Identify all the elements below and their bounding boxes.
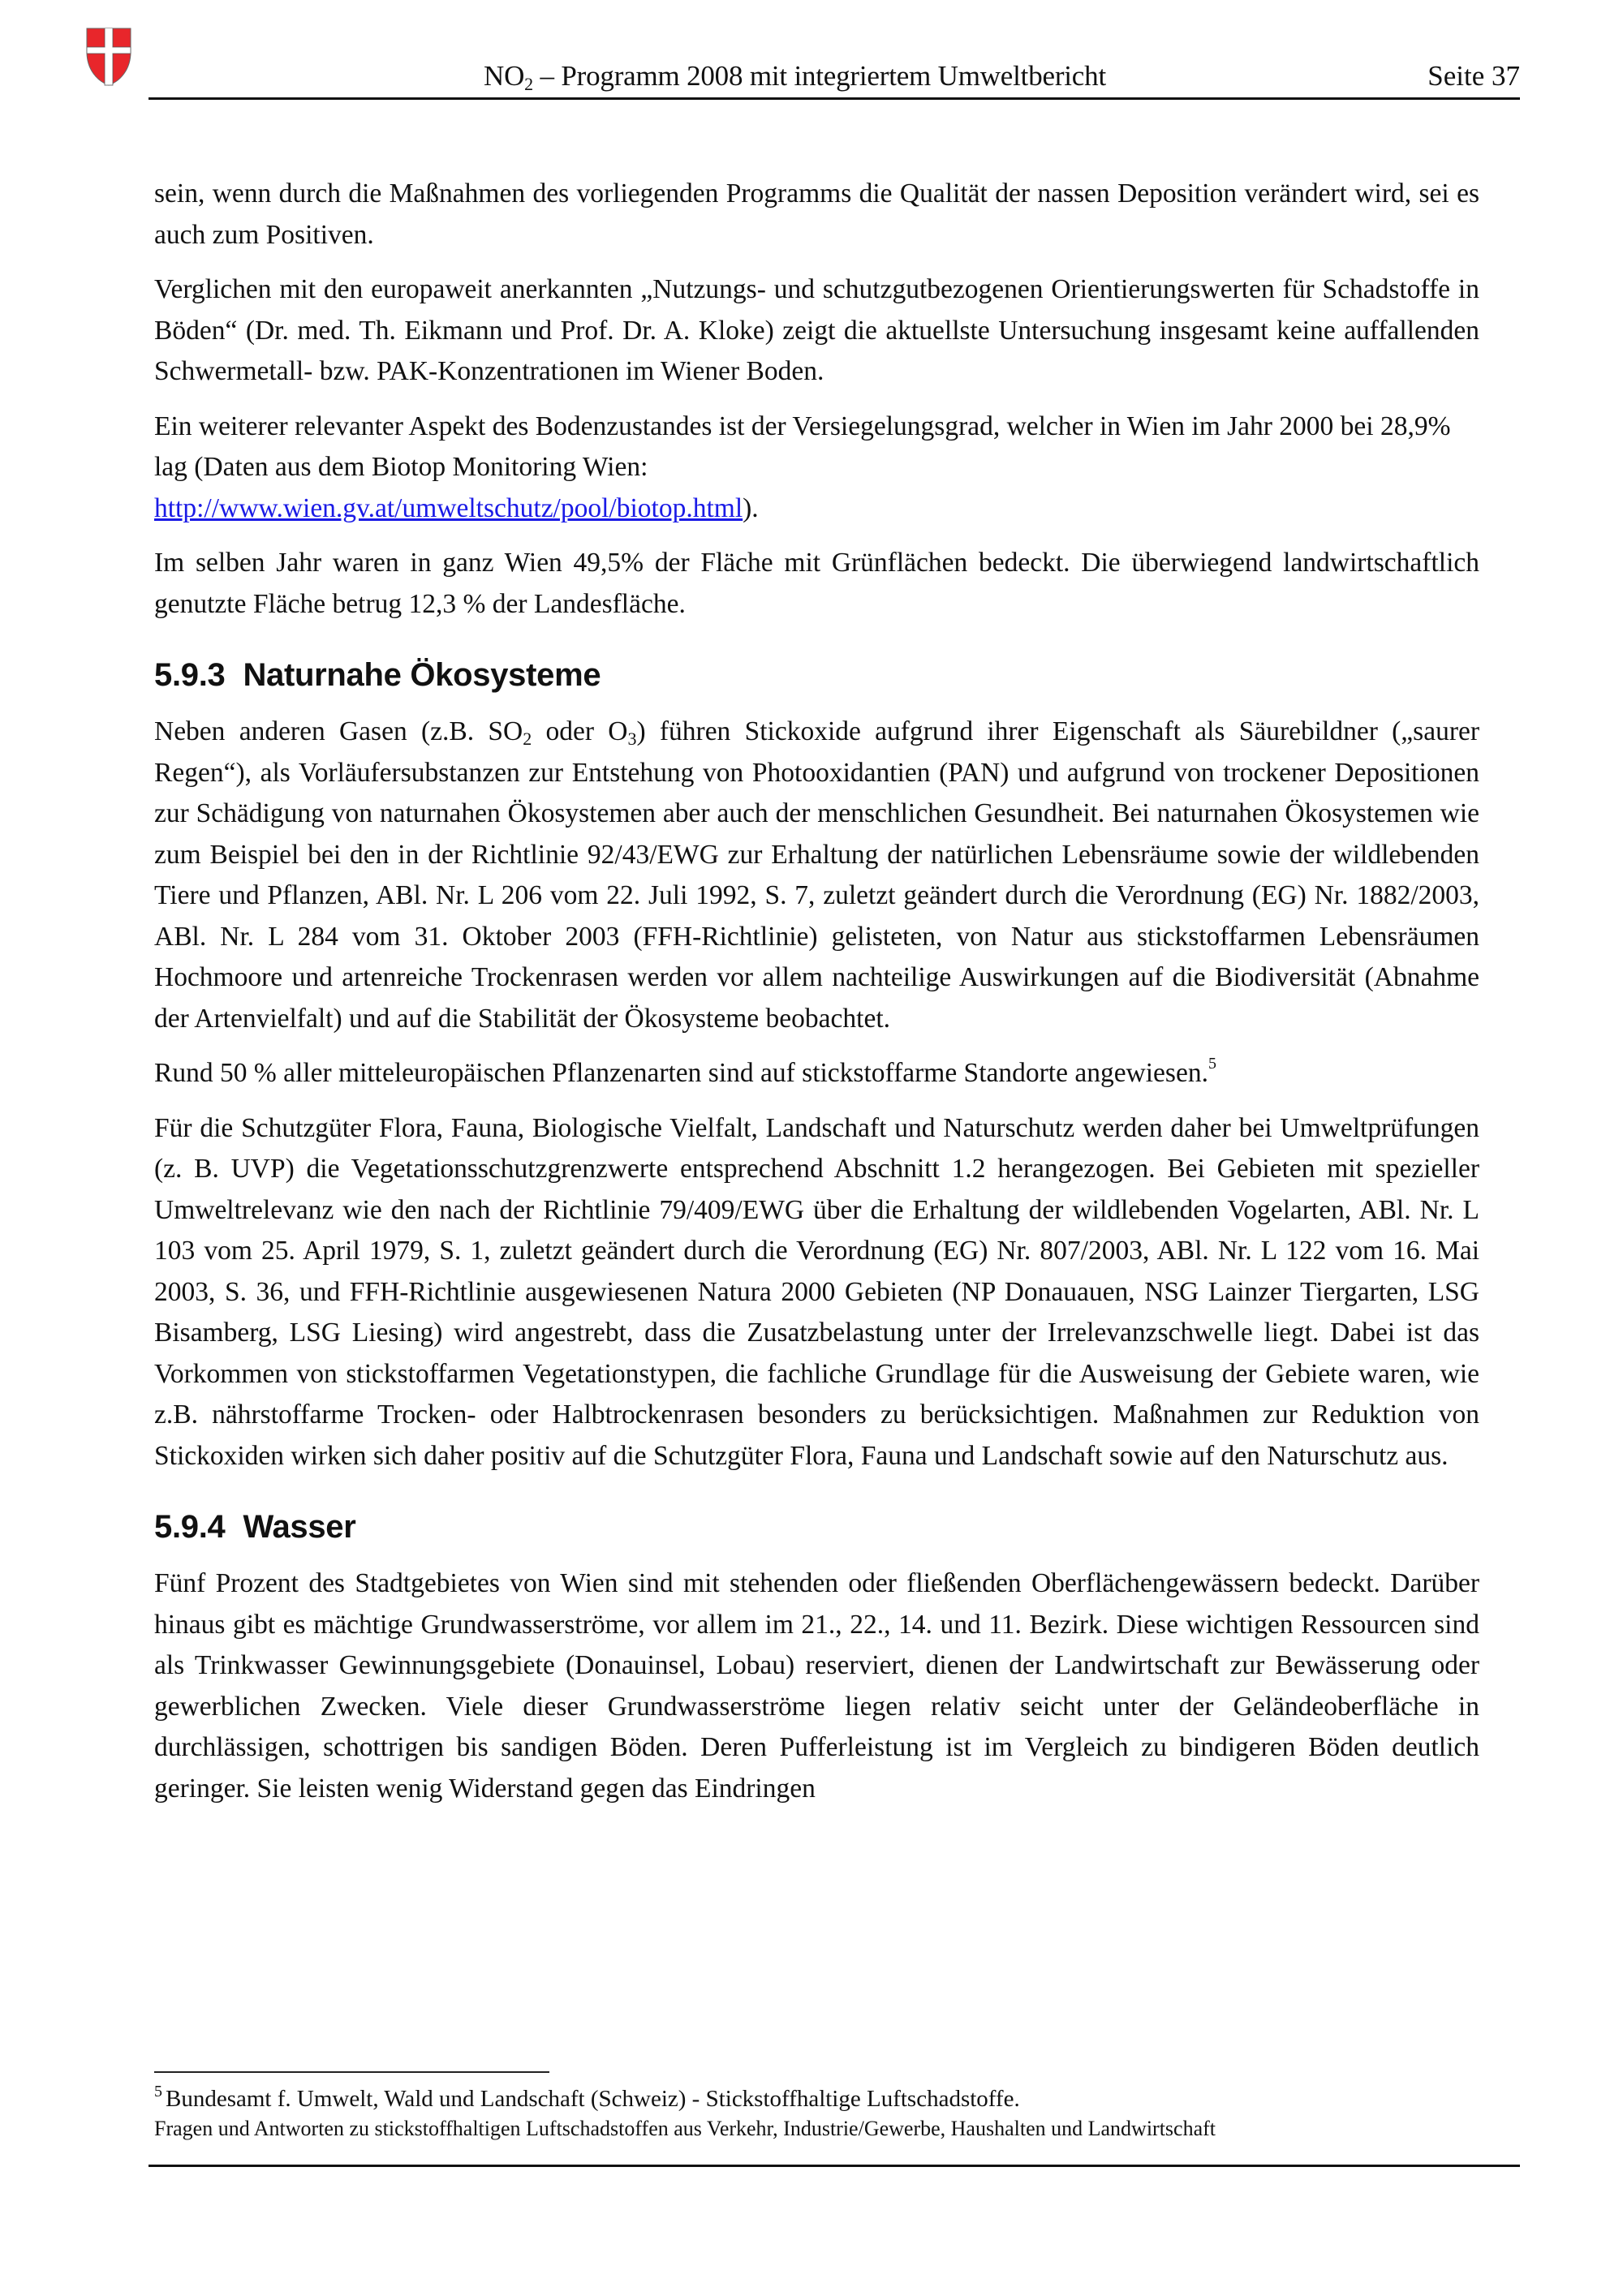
title-rest: – Programm 2008 mit integriertem Umweltbericht	[532, 60, 1106, 92]
paragraph: Im selben Jahr waren in ganz Wien 49,5% der Fläche mit Grünflächen bedeckt. Die überwiegend landwirtschaftlich genutzte Fläche betrug 12,3 % der Landesfläche.	[154, 548, 1479, 619]
section-heading-5-9-3	[154, 657, 1479, 694]
section-number: 5.9.4	[154, 1509, 226, 1545]
paragraph-text: Neben anderen Gasen (z.B. SO	[154, 716, 523, 746]
footnote	[154, 2083, 1534, 2143]
footnote-line-1	[154, 2083, 1534, 2114]
footnote-reference[interactable]: 5	[1208, 1055, 1216, 1073]
footnote-divider	[154, 2071, 549, 2073]
paragraph	[154, 1053, 1479, 1094]
title-prefix: NO	[484, 60, 525, 92]
paragraph: Fünf Prozent des Stadtgebietes von Wien sind mit stehenden oder fließenden Oberflächengewässern bedeckt. Darüber hinaus gibt es mächtige Grundwasserströme, vor allem im 21., 22., 14. und 11. Bezirk. Diese wichtigen Ressourcen sind als Trinkwasser Gewinnungsgebiete (Donauinsel, Lobau) reserviert, dienen der Landwirtschaft zur Bewässerung oder gewerblichen Zwecken. Viele dieser Grundwasserströme liegen relativ seicht unter der Geländeoberfläche in durchlässigen, schottrigen bis sandigen Böden. Deren Pufferleistung ist im Vergleich zu bindigeren Böden deutlich geringer. Sie leisten wenig Widerstand gegen das Eindringen	[154, 1568, 1479, 1804]
header-divider	[149, 97, 1520, 100]
page-header	[149, 52, 1520, 101]
footnote-number: 5	[154, 2083, 162, 2100]
section-title: Wasser	[243, 1509, 356, 1545]
paragraph: Für die Schutzgüter Flora, Fauna, Biologische Vielfalt, Landschaft und Naturschutz werden daher bei Umweltprüfungen (z. B. UVP) die Vegetationsschutzgrenzwerte entsprechend Abschnitt 1.2 herangezogen. Bei Gebieten mit spezieller Umweltrelevanz wie den nach der Richtlinie 79/409/EWG über die Erhaltung der wildlebenden Vogelarten, ABl. Nr. L 103 vom 25. April 1979, S. 1, zuletzt geändert durch die Verordnung (EG) Nr. 807/2003, ABl. Nr. L 122 vom 16. Mai 2003, S. 36, und FFH-Richtlinie ausgewiesenen Natura 2000 Gebieten (NP Donauauen, NSG Lainzer Tiergarten, LSG Bisamberg, LSG Liesing) wird angestrebt, dass die Zusatzbelastung unter der Irrelevanzschwelle liegt. Dabei ist das Vorkommen von stickstoffarmen Vegetationstypen, die fachliche Grundlage für die Ausweisung der Gebiete waren, wie z.B. nährstoffarme Trocken- oder Halbtrockenrasen besonders zu berücksichtigen. Maßnahmen zur Reduktion von Stickoxiden wirken sich daher positiv auf die Schutzgüter Flora, Fauna und Landschaft sowie auf den Naturschutz aus.	[154, 1112, 1479, 1471]
footnote-text: Bundesamt f. Umwelt, Wald und Landschaft (Schweiz) - Stickstoffhaltige Luftschadstoffe.	[166, 2086, 1020, 2112]
paragraph-end: ).	[743, 492, 759, 523]
footer-divider	[149, 2165, 1520, 2167]
paragraph-with-link	[154, 406, 1479, 530]
page-number: Seite 37	[1427, 60, 1520, 92]
title-subscript: 2	[524, 74, 533, 94]
footnote-line-2: Fragen und Antworten zu stickstoffhaltigen Luftschadstoffen aus Verkehr, Industrie/Gewerbe, Haushalten und Landwirtschaft	[154, 2117, 1216, 2140]
subscript: 3	[627, 729, 637, 749]
paragraph	[154, 712, 1479, 1039]
paragraph-text: ) führen Stickoxide aufgrund ihrer Eigenschaft als Säurebildner („saurer Regen“), als Vorläufersubstanzen zur Entstehung von Photooxidantien (PAN) und aufgrund von trockener Depositionen zur Schädigung von naturnahen Ökosystemen aber auch der menschlichen Gesundheit. Bei naturnahen Ökosystemen wie zum Beispiel bei den in der Richtlinie 92/43/EWG zur Erhaltung der natürlichen Lebensräume sowie der wildlebenden Tiere und Pflanzen, ABl. Nr. L 206 vom 22. Juli 1992, S. 7, zuletzt geändert durch die Verordnung (EG) Nr. 1882/2003, ABl. Nr. L 284 vom 31. Oktober 2003 (FFH-Richtlinie) gelisteten, von Natur aus stickstoffarmen Lebensräumen Hochmoore und artenreiche Trockenrasen werden vor allem nachteilige Auswirkungen auf die Biodiversität (Abnahme der Artenvielfalt) und auf die Stabilität der Ökosysteme beobachtet.	[154, 716, 1480, 1034]
section-number: 5.9.3	[154, 657, 226, 693]
paragraph: Verglichen mit den europaweit anerkannten „Nutzungs- und schutzgutbezogenen Orientierungswerten für Schadstoffe in Böden“ (Dr. med. Th. Eikmann und Prof. Dr. A. Kloke) zeigt die aktuellste Untersuchung insgesamt keine auffallenden Schwermetall- bzw. PAK-Konzentrationen im Wiener Boden.	[154, 274, 1479, 386]
page-content	[154, 174, 1479, 1809]
vienna-coat-of-arms-icon	[86, 28, 131, 86]
paragraph: sein, wenn durch die Maßnahmen des vorliegenden Programms die Qualität der nassen Deposition verändert wird, sei es auch zum Positiven.	[154, 178, 1479, 250]
paragraph-text: oder O	[532, 716, 628, 746]
section-title: Naturnahe Ökosysteme	[243, 657, 601, 693]
subscript: 2	[523, 729, 532, 749]
biotop-monitoring-link[interactable]: http://www.wien.gv.at/umweltschutz/pool/biotop.html	[154, 492, 743, 523]
document-title	[484, 60, 1106, 92]
paragraph-text: Ein weiterer relevanter Aspekt des Bodenzustandes ist der Versiegelungsgrad, welcher in Wien im Jahr 2000 bei 28,9% lag (Daten aus dem Biotop Monitoring Wien:	[154, 411, 1451, 482]
section-heading-5-9-4	[154, 1509, 1479, 1546]
paragraph-text: Rund 50 % aller mitteleuropäischen Pflanzenarten sind auf stickstoffarme Standorte angewiesen.	[154, 1058, 1208, 1088]
